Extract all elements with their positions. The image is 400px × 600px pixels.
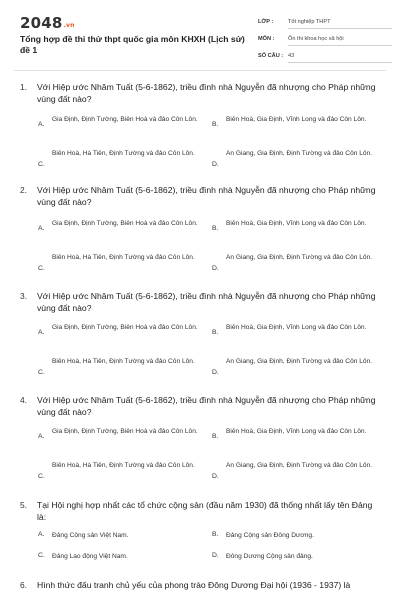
- option-letter: D.: [212, 552, 219, 559]
- option-text: Biên Hoà, Gia Định, Vĩnh Long và đảo Côn Lôn.: [226, 428, 367, 435]
- option-text: Gia Định, Định Tường, Biên Hoà và đảo Côn Lôn.: [52, 428, 198, 435]
- question-number: 6.: [20, 580, 27, 590]
- option-letter: A.: [38, 433, 45, 440]
- option-text: Gia Định, Định Tường, Biên Hoà và đảo Côn Lôn.: [52, 324, 198, 331]
- option-text: Biên Hoà, Hà Tiên, Định Tường và đảo Côn Lôn.: [52, 254, 195, 261]
- option-text: Biên Hoà, Hà Tiên, Định Tường và đảo Côn Lôn.: [52, 150, 195, 157]
- option-text: Biên Hoà, Gia Định, Vĩnh Long và đảo Côn Lôn.: [226, 220, 367, 227]
- question-number: 1.: [20, 82, 27, 92]
- option-letter: A.: [38, 329, 45, 336]
- header-divider: [14, 70, 386, 71]
- option-text: Đông Dương Cộng sản đảng.: [226, 553, 313, 560]
- meta-value: 43: [288, 53, 392, 63]
- option-text: An Giang, Gia Định, Định Tường và đảo Côn Lôn.: [226, 150, 373, 157]
- question-number: 3.: [20, 291, 27, 301]
- meta-label: SỐ CÂU :: [258, 53, 284, 59]
- option-letter: D.: [212, 265, 219, 272]
- option-letter: A.: [38, 121, 45, 128]
- option-letter: A.: [38, 225, 45, 232]
- option-letter: C.: [38, 265, 45, 272]
- question-text: Hình thức đấu tranh chủ yếu của phong trào Đông Dương Đại hội (1936 - 1937) là: [37, 580, 351, 590]
- option-text: Biên Hoà, Gia Định, Vĩnh Long và đảo Côn Lôn.: [226, 324, 367, 331]
- option-text: An Giang, Gia Định, Định Tường và đảo Côn Lôn.: [226, 254, 373, 261]
- meta-class: [258, 16, 392, 33]
- option-letter: A.: [38, 531, 45, 538]
- option-letter: B.: [212, 531, 219, 538]
- option-letter: B.: [212, 433, 219, 440]
- meta-question-count: [258, 50, 392, 67]
- option-text: Đảng Lao động Việt Nam.: [52, 553, 128, 560]
- option-letter: B.: [212, 121, 219, 128]
- logo-number: 2048: [20, 14, 63, 32]
- option-text: Đảng Cộng sản Đông Dương.: [226, 532, 314, 539]
- option-letter: C.: [38, 473, 45, 480]
- option-text: Gia Định, Định Tường, Biên Hoà và đảo Côn Lôn.: [52, 116, 198, 123]
- option-letter: B.: [212, 225, 219, 232]
- question-number: 5.: [20, 500, 27, 510]
- option-text: Biên Hoà, Hà Tiên, Định Tường và đảo Côn Lôn.: [52, 462, 195, 469]
- option-text: An Giang, Gia Định, Định Tường và đảo Côn Lôn.: [226, 462, 373, 469]
- question-text: Với Hiệp ước Nhâm Tuất (5-6-1862), triều đình nhà Nguyễn đã nhượng cho Pháp những vùng đất nào?: [37, 291, 376, 313]
- option-text: Biên Hoà, Hà Tiên, Định Tường và đảo Côn Lôn.: [52, 358, 195, 365]
- question-text: Với Hiệp ước Nhâm Tuất (5-6-1862), triều đình nhà Nguyễn đã nhượng cho Pháp những vùng đất nào?: [37, 185, 376, 207]
- option-letter: D.: [212, 473, 219, 480]
- question-number: 2.: [20, 185, 27, 195]
- site-logo[interactable]: [20, 14, 75, 32]
- meta-subject: [258, 33, 392, 50]
- option-letter: C.: [38, 552, 45, 559]
- document-title: Tổng hợp đề thi thử thpt quốc gia môn KHXH (Lịch sử) đề 1: [20, 34, 245, 55]
- option-text: An Giang, Gia Định, Định Tường và đảo Côn Lôn.: [226, 358, 373, 365]
- option-text: Gia Định, Định Tường, Biên Hoà và đảo Côn Lôn.: [52, 220, 198, 227]
- question-text: Tại Hội nghị hợp nhất các tổ chức cộng sản (đầu năm 1930) đã thống nhất lấy tên Đảng là:: [37, 500, 373, 522]
- option-text: Biên Hoà, Gia Định, Vĩnh Long và đảo Côn Lôn.: [226, 116, 367, 123]
- option-letter: D.: [212, 161, 219, 168]
- question-number: 4.: [20, 395, 27, 405]
- question-text: Với Hiệp ước Nhâm Tuất (5-6-1862), triều đình nhà Nguyễn đã nhượng cho Pháp những vùng đất nào?: [37, 395, 376, 417]
- meta-value: Tốt nghiệp THPT: [288, 19, 392, 29]
- option-text: Đảng Cộng sản Việt Nam.: [52, 532, 129, 539]
- meta-value: Ôn thi khoa học xã hội: [288, 36, 392, 46]
- question-text: Với Hiệp ước Nhâm Tuất (5-6-1862), triều đình nhà Nguyễn đã nhượng cho Pháp những vùng đất nào?: [37, 82, 376, 104]
- option-letter: C.: [38, 161, 45, 168]
- meta-label: MÔN :: [258, 36, 275, 42]
- option-letter: D.: [212, 369, 219, 376]
- meta-info: [258, 16, 392, 67]
- option-letter: C.: [38, 369, 45, 376]
- worksheet-header: [14, 12, 386, 72]
- meta-label: LỚP :: [258, 19, 274, 25]
- logo-domain: .vn: [63, 22, 75, 29]
- option-letter: B.: [212, 329, 219, 336]
